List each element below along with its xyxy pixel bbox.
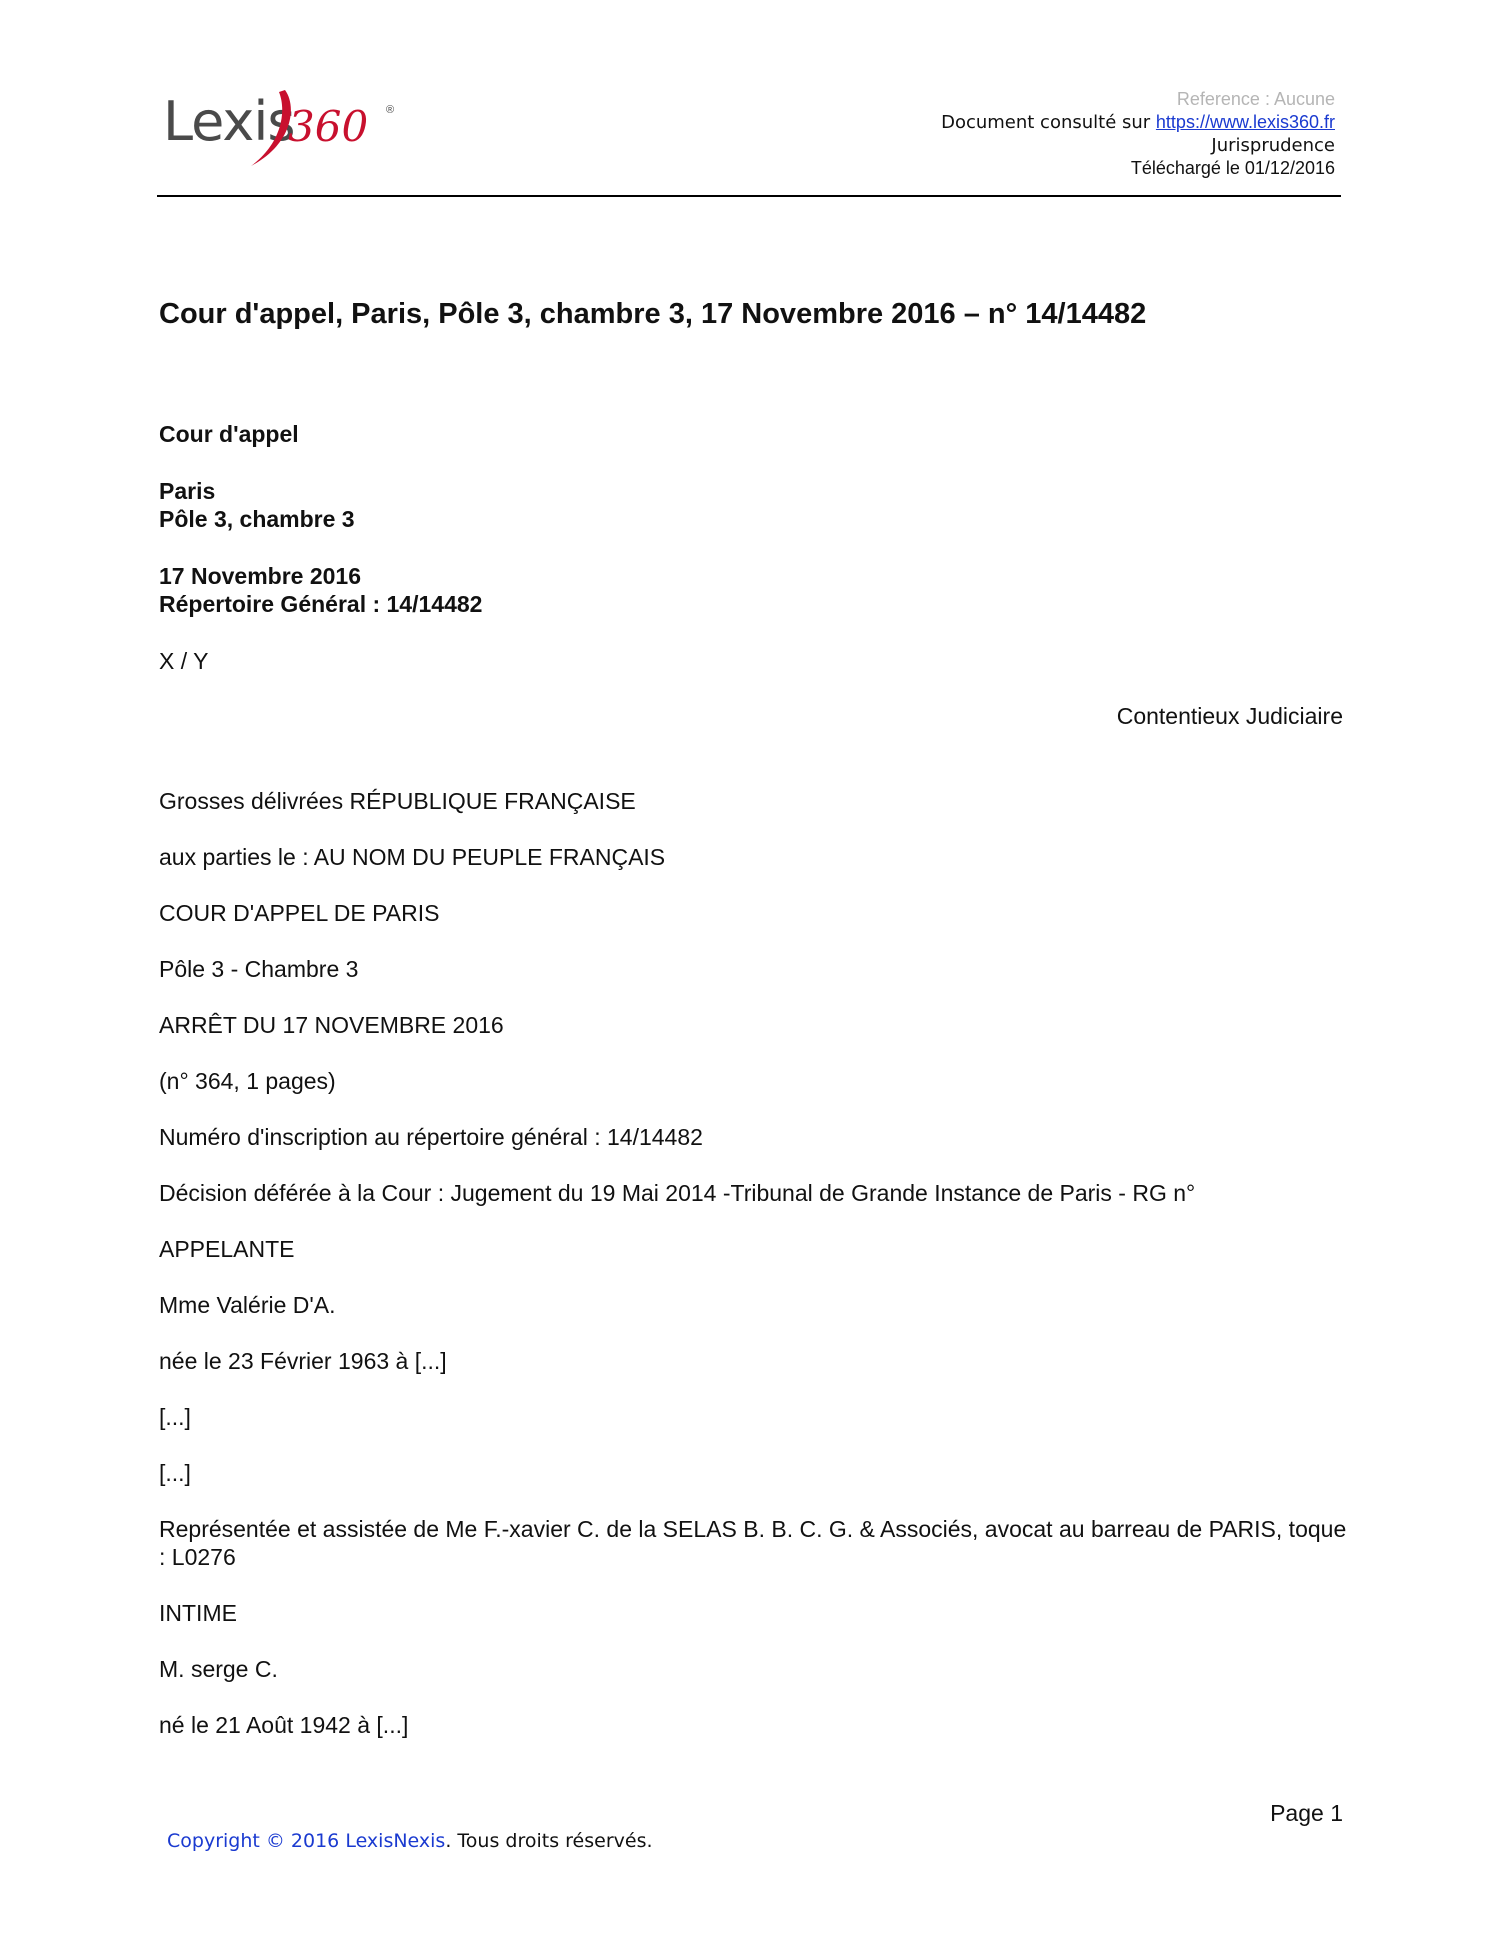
copyright-brand: LexisNexis — [345, 1830, 446, 1852]
page-title: Cour d'appel, Paris, Pôle 3, chambre 3, 17 Novembre 2016 – n° 14/14482 — [159, 298, 1147, 330]
copyright-suffix: . Tous droits réservés. — [445, 1830, 653, 1852]
consulted-line — [941, 111, 1335, 134]
paragraph: M. serge C. — [159, 1656, 278, 1682]
paragraph: Grosses délivrées RÉPUBLIQUE FRANÇAISE — [159, 788, 636, 814]
repertoire-general: Répertoire Général : 14/14482 — [159, 591, 483, 617]
paragraph: (n° 364, 1 pages) — [159, 1068, 336, 1094]
copyright — [167, 1830, 653, 1852]
paragraph: [...] — [159, 1404, 191, 1430]
lexis360-link[interactable]: https://www.lexis360.fr — [1155, 112, 1335, 132]
paragraph: Mme Valérie D'A. — [159, 1292, 336, 1318]
category-label: Contentieux Judiciaire — [1116, 703, 1343, 729]
consulted-prefix: Document consulté sur — [941, 112, 1156, 133]
paragraph: Représentée et assistée de Me F.-xavier C. de la SELAS B. B. C. G. & Associés, avocat au barreau de PARIS, toque : L0276 — [159, 1516, 1347, 1570]
reference-line: Reference : Aucune — [1176, 89, 1335, 109]
paragraph: COUR D'APPEL DE PARIS — [159, 900, 440, 926]
paragraph: Pôle 3 - Chambre 3 — [159, 956, 359, 982]
logo-number: 360 — [288, 102, 369, 151]
paragraph: Numéro d'inscription au répertoire général : 14/14482 — [159, 1124, 703, 1150]
logo-wordmark: Lexis — [163, 90, 295, 153]
header-divider — [157, 195, 1341, 197]
paragraph: aux parties le : AU NOM DU PEUPLE FRANÇAIS — [159, 844, 666, 870]
paragraph: [...] — [159, 1460, 191, 1486]
parties: X / Y — [159, 648, 209, 674]
decision-date: 17 Novembre 2016 — [159, 563, 362, 589]
paragraph: né le 21 Août 1942 à [...] — [159, 1712, 409, 1738]
copyright-prefix: Copyright © 2016 — [167, 1830, 346, 1852]
document-type: Jurisprudence — [1211, 135, 1335, 156]
paragraph: née le 23 Février 1963 à [...] — [159, 1348, 447, 1374]
download-date: Téléchargé le 01/12/2016 — [1130, 158, 1335, 178]
paragraph: APPELANTE — [159, 1236, 295, 1262]
paragraph: Décision déférée à la Cour : Jugement du 19 Mai 2014 -Tribunal de Grande Instance de Paris - RG n° — [159, 1180, 1196, 1206]
page-number: Page 1 — [1270, 1800, 1343, 1826]
court-name: Cour d'appel — [159, 421, 299, 447]
paragraph: ARRÊT DU 17 NOVEMBRE 2016 — [159, 1012, 504, 1038]
document-body — [159, 787, 1349, 1767]
paragraph: INTIME — [159, 1600, 237, 1626]
lexis360-logo — [163, 86, 433, 170]
document-meta — [941, 88, 1335, 180]
court-chamber: Pôle 3, chambre 3 — [159, 506, 355, 532]
logo-registered-mark: ® — [386, 104, 395, 116]
court-city: Paris — [159, 478, 216, 504]
